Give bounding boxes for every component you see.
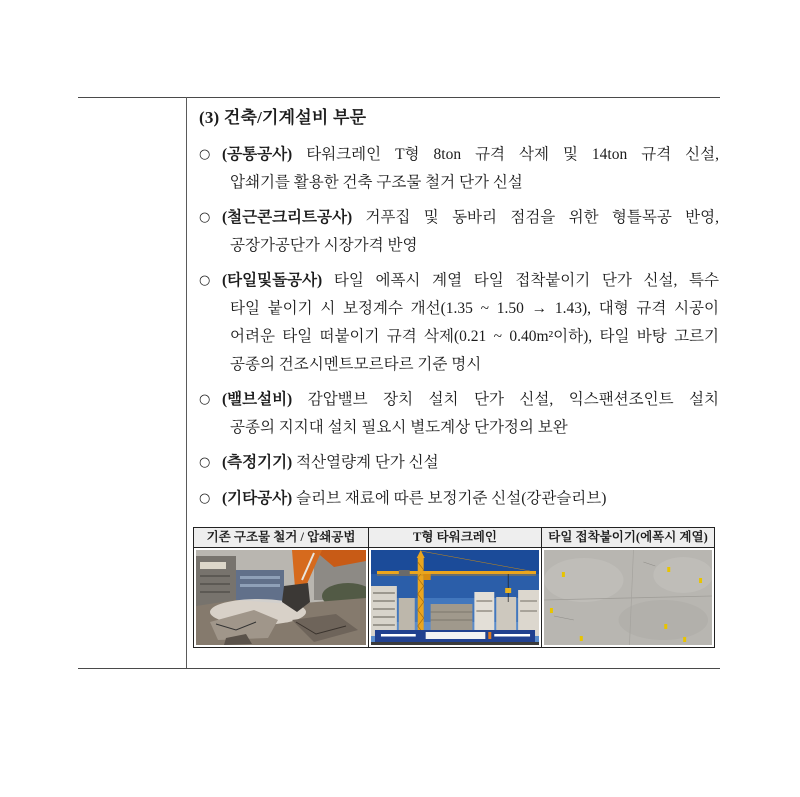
section-heading: (3) 건축/기계설비 부문 [199,108,367,127]
bullet-category: (철근콘크리트공사) [222,209,353,226]
bullet-circle: ○ [199,210,211,225]
tile-adhesive-photo-image [544,550,712,645]
banner-panel [426,632,486,639]
crane-counterweight [399,570,410,576]
window-row [373,624,395,626]
bullet-circle: ○ [199,392,211,407]
bullet-item-other-works [199,485,719,513]
bullet-first-line [199,141,719,169]
bullet-circle: ○ [199,273,211,288]
bullet-first-line [199,386,719,414]
bullet-line-text [222,204,719,232]
table-bottom-rule [78,668,720,669]
window-row [373,600,395,602]
bullet-category: (공통공사) [222,146,293,163]
bullet-continuation: 타일 붙이기 시 보정계수 개선(1.35 ~ 1.50 → 1.43), 대형 규격 시공이 [230,300,719,317]
bullet-circle: ○ [199,147,211,162]
bullet-continuation: 공종의 건조시멘트모르타르 기준 명시 [230,356,482,373]
bullet-line-text [222,386,719,414]
yellow-marker [699,578,702,583]
window-row [373,616,395,618]
bullet-first-line [199,449,719,477]
bullet-category: (기타공사) [222,490,293,507]
sky-band [371,550,539,574]
bullet-text: 타일 에폭시 계열 타일 접착붙이기 단가 신설, 특수 [333,272,719,289]
bullet-text: 감압밸브 장치 설치 단가 신설, 익스팬션조인트 설치 [307,391,720,408]
bullet-text: 슬리브 재료에 따른 보정기준 신설(강관슬리브) [296,490,607,507]
yellow-marker [667,567,670,572]
yellow-marker [664,624,667,629]
bullet-text: 거푸집 및 동바리 점검을 위한 형틀목공 반영, [365,209,720,226]
crane-hook-block [505,588,511,593]
window-row [476,610,492,612]
bullet-item-common-works [199,141,719,197]
apartment-building [518,590,539,636]
demolition-photo-image [196,550,366,645]
bullet-continuation: 공장가공단가 시장가격 반영 [230,237,418,254]
window-row [476,600,492,602]
photo-tower-crane [368,548,541,647]
window-row [520,610,537,612]
bullet-line-text [222,449,719,477]
bullet-text: 적산열량계 단가 신설 [296,454,439,471]
tower-crane-photo-image [371,550,539,645]
building-floor-line [200,591,230,593]
window-row [520,600,537,602]
bullet-line-text [222,267,719,295]
surface-patch [544,558,624,602]
yellow-marker [550,608,553,613]
window-row [373,608,395,610]
window-row [373,592,395,594]
banner-marking [494,634,530,637]
yellow-marker [562,572,565,577]
bullet-item-tile-stone [199,267,719,379]
bullet-line-text [222,141,719,169]
bullet-continuation: 어려운 타일 떠붙이기 규격 삭제(0.21 ~ 0.40m²이하), 타일 바탕 고르기 [230,328,719,345]
building-floor-line [200,575,230,577]
banner-accent [488,632,491,639]
photo-tile-adhesive [541,548,714,647]
yellow-marker [683,637,686,642]
photo-caption-tower-crane: T형 타워크레인 [368,528,541,548]
surface-patch [653,557,712,593]
left-column-cell [78,98,186,668]
bullet-category: (타일및돌공사) [222,272,323,289]
section-content [199,104,719,513]
building-floor-line [200,583,230,585]
bullet-continuation: 공종의 지지대 설치 필요시 별도계상 단가정의 보완 [230,419,568,436]
bullet-category: (밸브설비) [222,391,293,408]
bullet-category: (측정기기) [222,454,293,471]
bullet-first-line [199,204,719,232]
bullet-item-valve-equipment [199,386,719,442]
banner-marking [381,634,416,637]
bullet-item-reinforced-concrete [199,204,719,260]
photo-caption-demolition: 기존 구조물 철거 / 압쇄공법 [194,528,368,548]
bullet-item-measuring-instruments [199,449,719,477]
building-window-band [240,584,280,587]
surface-patch [619,600,708,640]
bullet-circle: ○ [199,455,211,470]
yellow-marker [580,636,583,641]
bullet-continuation: 압쇄기를 활용한 건축 구조물 철거 단가 신설 [230,174,523,191]
building-signboard [200,562,226,569]
building-window-band [240,576,280,579]
bullet-line-text [222,485,719,513]
bullet-circle: ○ [199,491,211,506]
photo-demolition [194,548,368,647]
bullet-first-line [199,267,719,295]
ground [371,642,539,645]
photo-table [193,527,715,648]
bullet-first-line [199,485,719,513]
column-divider [186,97,187,669]
bullet-text: 타워크레인 T형 8ton 규격 삭제 및 14ton 규격 신설, [306,146,719,163]
photo-caption-tile-adhesive: 타일 접착붙이기(에폭시 계열) [541,528,714,548]
apartment-building [474,592,494,636]
crane-cab [424,574,431,580]
